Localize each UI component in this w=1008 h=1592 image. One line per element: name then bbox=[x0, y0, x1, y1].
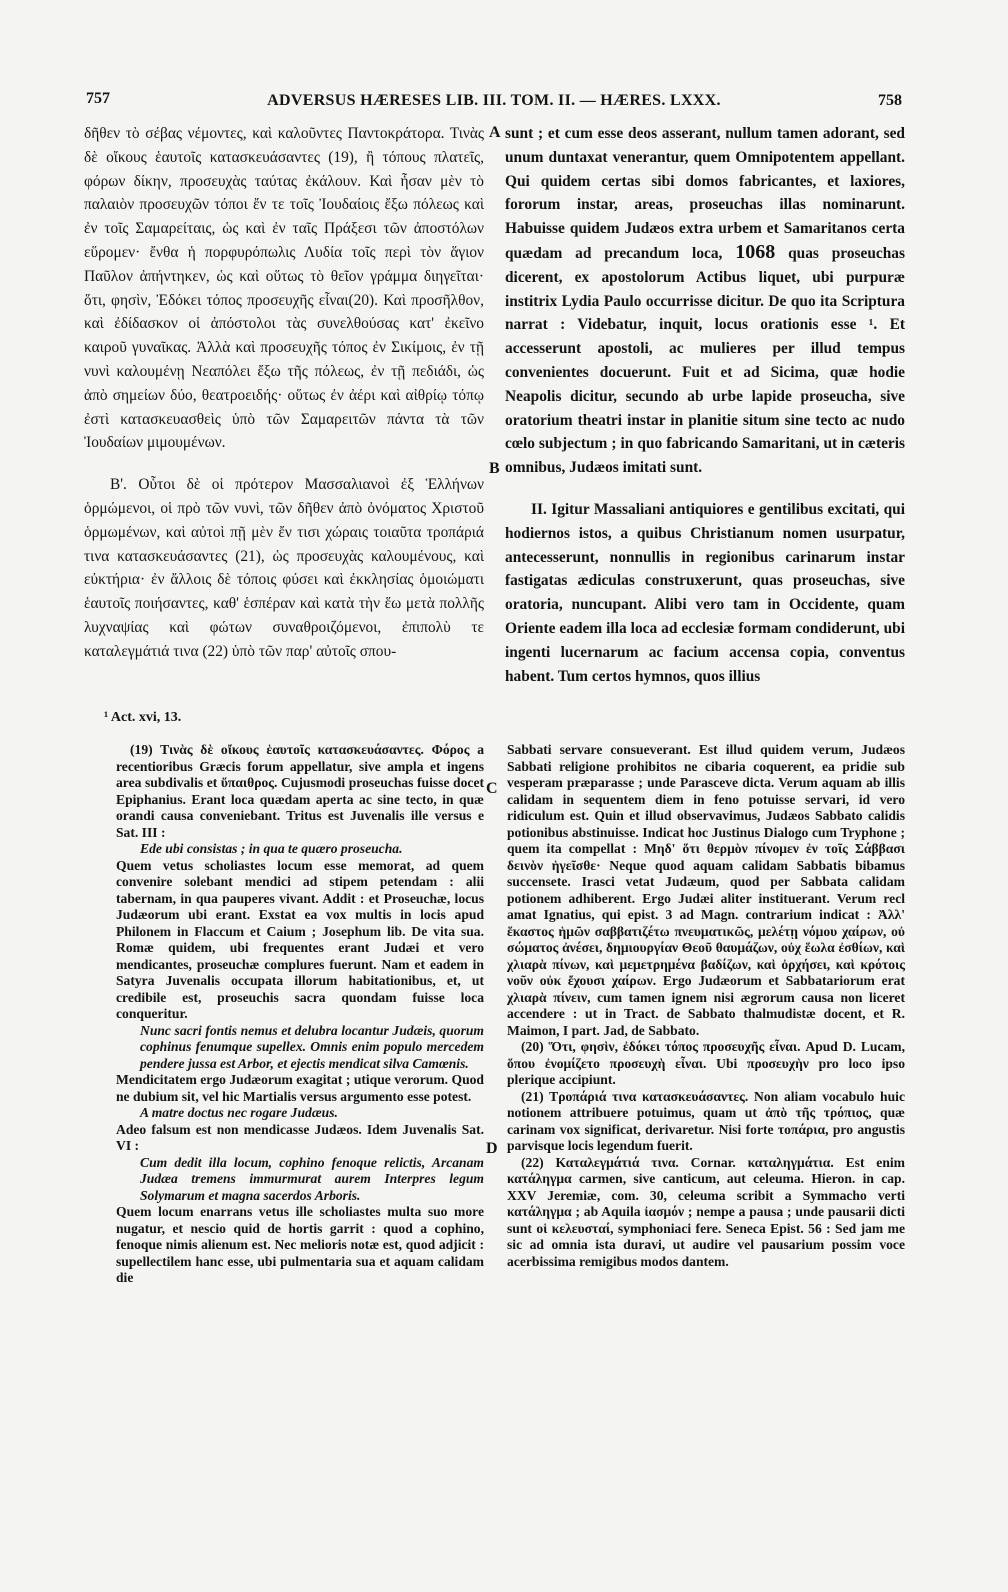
running-header bbox=[86, 84, 902, 116]
margin-marker-a: A bbox=[489, 124, 501, 141]
quote-juvenalis-1: Ede ubi consistas ; in qua te quæro proseucha. bbox=[140, 841, 403, 856]
footnote-reference: ¹ Act. xvi, 13. bbox=[104, 710, 182, 725]
note-19-text-2: Mendicitatem ergo Judæorum exagitat ; utique verorum. Quod ne dubium sit, vel hic Martialis versus argumento esse potest. bbox=[116, 1072, 484, 1104]
note-21: (21) Τροπάριά τινα κατασκευάσαντες. Non aliam vocabulo huic notionem attribuere potuimus, quam ut ἀπὸ τῆς τρόπιος, quæ carinam vox significat, derivaretur. Nisi forte τοπάρια, pro angustis parvisque locis legendum fuerit. bbox=[507, 1088, 905, 1153]
note-19-text-1: Quem vetus scholiastes locum esse memorat, ad quem convenire solebant mendici ad stipem petendam : alii tabernam, in qua pauperes vivant. Addit : et Proseuchæ, locus Judæorum ubi erant. Exstat ea vox multis in locis apud Philonem in Flaccum et Caium ; Josephum lib. De vita sua. Romæ quidem, ubi frequentes erant Judæi et vero mendicantes, proseuchæ complures fuerunt. Nam et eadem in Satyra Juvenalis occupata illorum habitationibus, et, ut credibile est, proseuchis sacra quondam fuisse loca conqueritur. bbox=[116, 857, 484, 1021]
latin-paragraph-2: II. Igitur Massaliani antiquiores e gentilibus excitati, qui hodiernos istos, a quibus Christianum nomen usurpatur, antecesserunt, nonnullis in regionibus carinarum instar fastigatas ædiculas construxerunt, quas proseuchas, sive oratoria, nuncupant. Alibi vero tam in Occidente, quam Oriente eadem illa loca ad ecclesiæ formam condiderunt, ubi ingenti lucernarum ac facium accensa copia, conventus habent. Tum certos hymnos, quos illius bbox=[505, 500, 905, 685]
margin-marker-d: D bbox=[486, 1140, 498, 1157]
latin-paragraph-1b: quas proseuchas dicerent, ex apostolorum Actibus liquet, ubi purpuræ institrix Lydia Paulo occurrisse dicitur. De quo ita Scriptura narrat : Videbatur, inquit, locus orationis esse ¹. Et accesserunt apostoli, ac mulieres per illud tempus convenientes docuerunt. Fuit et ad Sicima, quæ hodie Neapolis dicitur, secundo ab urbe lapide proseucha, sive oratorium theatri instar in planitie situm sine tecto ac nudo cœlo subjectum ; in quo fabricando Samaritani, ut in cæteris omnibus, Judæos imitati sunt. bbox=[505, 244, 905, 477]
quote-juvenalis-2: Nunc sacri fontis nemus et delubra locantur Judæis, quorum cophinus fenumque supellex. Omnis enim populo mercedem pendere jussa est Arbor, et ejectis mendicat silva Camœnis. bbox=[140, 1022, 484, 1071]
column-number: 1068 bbox=[735, 240, 776, 263]
page-number-right: 758 bbox=[878, 92, 902, 109]
margin-marker-b: B bbox=[489, 460, 500, 477]
latin-paragraph-1a: sunt ; et cum esse deos asserant, nullum tamen adorant, sed unum duntaxat venerantur, quem Omnipotentem appellant. Qui quidem certas sibi domos fabricantes, et laxiores, fororum instar, areas, proseuchas illas nominarunt. Habuisse quidem Judæos extra urbem et Samaritanos certa quædam ad precandum loca, bbox=[505, 125, 905, 262]
greek-column bbox=[84, 122, 484, 722]
quote-martialis: A matre doctus nec rogare Judæus. bbox=[140, 1105, 338, 1120]
notes-left-column bbox=[116, 742, 484, 1522]
note-19-text-4: Quem locum enarrans vetus ille scholiastes multa suo more nugatur, et nescio quid de hortis garrit : quod a cophino, fenoque nimis alienum est. Nec melioris notæ est, quod adjicit : supellectilem hanc esse, ubi pulmentaria sua et aquam calidam die bbox=[116, 1204, 484, 1285]
page-number-left: 757 bbox=[86, 90, 110, 107]
latin-column bbox=[505, 122, 905, 722]
note-22: (22) Καταλεγμάτιά τινα. Cornar. καταληγμάτια. Est enim κατάληγμα carmen, sive canticum, aut celeuma. Hieron. in cap. XXV Jeremiæ, com. 30, celeuma scribit a Symmacho verti κατάληγμα ; ab Aquila ἰασμόν ; nempe a pausa ; unde pausarii dicti sunt οἱ κελευσταί, symphoniaci fere. Seneca Epist. 56 : Sed jam me sic ad omnia ista duravi, ut audire vel pausarium possim voce acerbissima remigibus modos dantem. bbox=[507, 1154, 905, 1269]
quote-juvenalis-3: Cum dedit illa locum, cophino fenoque relictis, Arcanam Judæa tremens immurmurat aurem Interpres legum Solymarum et magna sacerdos Arboris. bbox=[140, 1154, 484, 1203]
margin-marker-c: C bbox=[486, 780, 498, 797]
running-title: ADVERSUS HÆRESES LIB. III. TOM. II. — HÆRES. LXXX. bbox=[267, 92, 721, 109]
note-19-continued: Sabbati servare consueverant. Est illud quidem verum, Judæos Sabbati religione prohibitos ne cibaria coquerent, ea pridie sub vesperam præparasse ; unde Parasceve dicta. Verum aquam ab illis calidam in sequentem diem in feno potuisse servari, id vero ridiculum est. Quin et illud observavimus, Judæos Sabbato calidis potionibus abstinuisse. Indicat hoc Justinus Dialogo cum Tryphone ; quem ita compellat : Μηδ' ὅτι θερμὸν πίνομεν ἐν τοῖς Σάββασι δεινὸν ἡγεῖσθε· Neque quod aquam calidam Sabbatis bibamus succensete. Irasci vetat Judæum, quod per Sabbata calidam potionem adhiberent. Ergo Judæi aliter instituerant. Verum recl amat Ignatius, qui epist. 3 ad Magn. contrarium indicat : Ἀλλ' ἕκαστος ἡμῶν σαββατιζέτω πνευματικῶς, μελέτῃ νόμου χαίρων, οὐ σώματος ἀνέσει, δημιουργίαν Θεοῦ θαυμάζων, οὐχ ἕωλα ἐσθίων, καὶ χλιαρὰ πίνων, καὶ μεμετρημένα βαδίζων, καὶ ὀρχήσει, καὶ κρότοις νοῦν οὐκ ἔχουσι χαίρων. Ergo Judæorum et Sabbatariorum erat χλιαρὰ πίνειν, cum tamen ignem nisi ægrorum causa non liceret accendere : ut in Tract. de Sabbato thalmudistæ docent, et R. Maimon, I part. Jad, de Sabbato. bbox=[507, 742, 905, 1038]
greek-paragraph-2: Β'. Οὗτοι δὲ οἱ πρότερον Μασσαλιανοὶ ἐξ Ἑλλήνων ὁρμώμενοι, οἱ πρὸ τῶν νυνὶ, τῶν δῆθεν ἀπὸ ὀνόματος Χριστοῦ ὁρμωμένων, καὶ αὐτοὶ πῇ μὲν ἔν τισι χώραις τοιαῦτα τροπάριά τινα κατασκευάσαντες (21), ὡς προσευχὰς καλουμένους, καὶ εὐκτήρια· ἐν ἄλλοις δὲ τόποις φύσει καὶ ἐκκλησίας ὁμοιώματι ἑαυτοῖς ποιήσαντες, καθ' ἑσπέραν καὶ κατὰ τὴν ἕω μετὰ πολλῆς λυχναψίας καὶ φώτων συναθροιζόμενοι, ἐπιπολὺ τε καταλεγμάτιά τινα (22) ὑπὸ τῶν παρ' αὐτοῖς σπου- bbox=[84, 476, 484, 660]
note-19: (19) Τινὰς δὲ οἴκους ἑαυτοῖς κατασκευάσαντες. Φόρος a recentioribus Græcis forum appellatur, sive ampla et ingens area subdivalis et ὕπαιθρος. Cujusmodi proseuchas fuisse docet Epiphanius. Erant loca quædam aperta ac sine tecto, in quæ orandi causa conveniebant. Tritus est Juvenalis ille versus e Sat. III : bbox=[116, 742, 484, 840]
note-20: (20) Ὅτι, φησὶν, ἐδόκει τόπος προσευχῆς εἶναι. Apud D. Lucam, ὅπου ἐνομίζετο προσευχὴ εἶναι. Ubi προσευχὴν pro loco ipso plerique accipiunt. bbox=[507, 1039, 905, 1087]
latin-paragraph-1 bbox=[505, 122, 905, 480]
greek-paragraph-1: δῆθεν τὸ σέβας νέμοντες, καὶ καλοῦντες Παντοκράτορα. Τινὰς δὲ οἴκους ἑαυτοῖς κατασκευάσαντες (19), ἢ τόπους πλατεῖς, φόρων δίκην, προσευχὰς ταύτας ἐκάλουν. Καὶ ἦσαν μὲν τὸ παλαιὸν προσευχῶν τόποι ἔν τε τοῖς Ἰουδαίοις ἔξω πόλεως καὶ ἐν τοῖς Σαμαρείταις, ὡς καὶ ἐν ταῖς Πράξεσι τῶν ἀποστόλων εὕρομεν· ἔνθα ἡ πορφυρόπωλις Λυδία τοῖς περὶ τὸν ἅγιον Παῦλον ἀπήντηκεν, ὡς καὶ οὕτως τὸ θεῖον γράμμα διηγεῖται· ὅτι, φησὶν, Ἐδόκει τόπος προσευχῆς εἶναι(20). Καὶ προσῆλθον, καὶ ἐδίδασκον οἱ ἀπόστολοι τὰς συνελθούσας κατ' ἐκεῖνο καιροῦ γυναῖκας. Ἀλλὰ καὶ προσευχῆς τόπος ἐν Σικίμοις, ἐν τῇ νυνὶ καλουμένῃ Νεαπόλει ἔξω τῆς πόλεως, ἐν τῇ πεδιάδι, ὡς ἀπὸ σημείων δύο, θεατροειδής· οὕτως ἐν ἀέρι καὶ αἰθρίῳ τόπῳ ἐστὶ κατασκευασθεὶς ὑπὸ τῶν Σαμαρειτῶν πάντα τὰ τῶν Ἰουδαίων μιμουμένων. bbox=[84, 125, 484, 452]
notes-right-column bbox=[507, 742, 905, 1522]
note-19-text-3: Adeo falsum est non mendicasse Judæos. Idem Juvenalis Sat. VI : bbox=[116, 1121, 484, 1153]
